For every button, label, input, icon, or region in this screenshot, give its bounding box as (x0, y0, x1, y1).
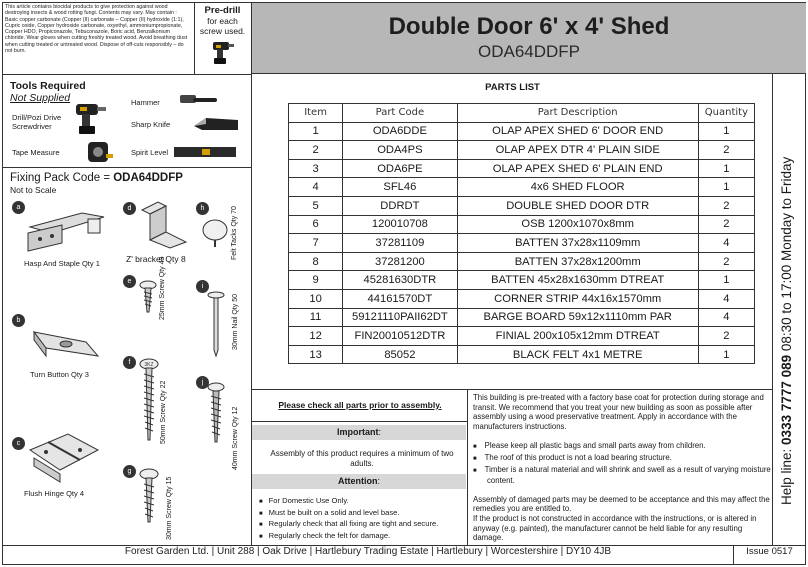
parts-row (289, 196, 755, 215)
part-item-number: 1 (289, 122, 343, 141)
helpline-number: 0333 7777 089 (779, 354, 794, 445)
part-item-number: 9 (289, 271, 343, 290)
part-quantity: 2 (698, 327, 754, 346)
item-label-g: 30mm Screw Qty 15 (166, 476, 173, 540)
part-quantity: 4 (698, 234, 754, 253)
part-code: 37281200 (343, 252, 457, 271)
tool-hammer-label: Hammer (131, 98, 160, 107)
screw-25mm-icon (138, 280, 158, 314)
predrill-text: for each screw used. (199, 16, 246, 36)
part-item-number: 4 (289, 178, 343, 197)
divider (3, 74, 251, 75)
part-item-number: 3 (289, 159, 343, 178)
part-quantity: 1 (698, 271, 754, 290)
screw-30mm-icon (138, 468, 160, 524)
fixing-pack-code: ODA64DDFP (113, 172, 183, 184)
safety-item: ■ The roof of this product is not a load bearing structure. (473, 453, 773, 465)
important-header (252, 425, 466, 440)
attention-header (252, 474, 466, 489)
tool-drill-label: Drill/Pozi Drive Screwdriver (12, 113, 62, 131)
helpline (779, 157, 794, 505)
part-description: CORNER STRIP 44x16x1570mm (457, 289, 698, 308)
company-address: Forest Garden Ltd. | Unit 288 | Oak Drive | Hartlebury Trading Estate | Hartlebury | Worcestershire | DY10 4JB (124, 546, 612, 557)
important-suffix: : (378, 427, 381, 437)
parts-row (289, 271, 755, 290)
part-quantity: 2 (698, 196, 754, 215)
item-badge-g: g (123, 465, 136, 478)
drill-icon (72, 100, 108, 136)
part-description: 4x6 SHED FLOOR (457, 178, 698, 197)
col-part-code: Part Code (343, 104, 457, 123)
safety-list (473, 441, 773, 485)
divider (251, 421, 467, 422)
check-parts-notice: Please check all parts prior to assembly. (278, 400, 442, 410)
parts-row (289, 159, 755, 178)
svg-text:3KZ: 3KZ (144, 362, 154, 368)
part-quantity: 1 (698, 122, 754, 141)
col-item: Item (289, 104, 343, 123)
part-code: ODA4PS (343, 141, 457, 160)
part-quantity: 4 (698, 289, 754, 308)
spirit-level-icon (172, 144, 238, 160)
divider (3, 167, 251, 168)
part-item-number: 7 (289, 234, 343, 253)
attention-item: ■ Regularly check that all fixing are tight and secure. (257, 519, 467, 531)
predrill-panel (194, 3, 250, 75)
parts-list-title: PARTS LIST (485, 82, 540, 93)
divider (251, 389, 772, 390)
part-item-number: 5 (289, 196, 343, 215)
part-quantity: 2 (698, 252, 754, 271)
fixing-pack-title (10, 172, 183, 184)
part-description: BATTEN 37x28x1109mm (457, 234, 698, 253)
part-quantity: 1 (698, 178, 754, 197)
safety-item: ■ Timber is a natural material and will shrink and swell as a result of varying moisture content. (473, 465, 773, 486)
product-code: ODA64DDFP (477, 42, 581, 61)
part-code: FIN20010512DTR (343, 327, 457, 346)
part-description: BATTEN 45x28x1630mm DTREAT (457, 271, 698, 290)
parts-header-row (289, 104, 755, 123)
part-quantity: 1 (698, 159, 754, 178)
part-description: DOUBLE SHED DOOR DTR (457, 196, 698, 215)
item-label-d: Z' bracket Qty 8 (126, 254, 186, 264)
important-text: Assembly of this product requires a minimum of two adults. (270, 449, 454, 468)
liability-note: If the product is not constructed in accordance with the instructions, or is altered in anyway (e.g. painted), the manufacturer cannot be held liable for any resulting damage. (473, 513, 757, 543)
parts-row (289, 122, 755, 141)
part-description: OLAP APEX DTR 4' PLAIN SIDE (457, 141, 698, 160)
part-description: BLACK FELT 4x1 METRE (457, 345, 698, 364)
safety-item: ■ Please keep all plastic bags and small parts away from children. (473, 441, 773, 453)
page-header (251, 3, 806, 74)
item-label-c: Flush Hinge Qty 4 (24, 489, 85, 498)
item-badge-c: c (12, 437, 25, 450)
parts-row (289, 345, 755, 364)
parts-row (289, 215, 755, 234)
item-badge-b: b (12, 314, 25, 327)
screw-40mm-icon (206, 382, 226, 444)
part-code: ODA6DDE (343, 122, 457, 141)
col-part-description: Part Description (457, 104, 698, 123)
item-badge-d: d (123, 202, 136, 215)
tool-tape-label: Tape Measure (12, 148, 60, 157)
damaged-parts-note: Assembly of damaged parts may be deemed to be acceptance and this may affect the remedies you are entitled to. (473, 494, 770, 514)
product-title: Double Door 6' x 4' Shed (388, 13, 670, 40)
part-item-number: 6 (289, 215, 343, 234)
flush-hinge-icon (24, 430, 104, 486)
item-label-b: Turn Button Qty 3 (30, 370, 89, 379)
col-quantity: Quantity (698, 104, 754, 123)
screw-50mm-icon (138, 358, 160, 442)
part-item-number: 12 (289, 327, 343, 346)
item-badge-j: j (196, 376, 209, 389)
tool-level-label: Spirit Level (131, 148, 169, 157)
tools-subtitle: Not Supplied (10, 92, 71, 104)
item-badge-f: f (123, 356, 136, 369)
drill-icon (211, 38, 235, 66)
parts-row (289, 178, 755, 197)
part-code: 45281630DTR (343, 271, 457, 290)
part-quantity: 4 (698, 308, 754, 327)
treatment-intro: This building is pre-treated with a factory base coat for protection during storage and transit. We recommend that you treat your new building as soon as possible after assembly using a wood preservative treatment. Apply in accordance with the manufacturers instructions. (473, 393, 764, 431)
part-item-number: 2 (289, 141, 343, 160)
part-quantity: 2 (698, 141, 754, 160)
item-badge-h: h (196, 202, 209, 215)
part-code: 85052 (343, 345, 457, 364)
tape-measure-icon (84, 140, 114, 164)
attention-suffix: : (377, 476, 380, 486)
fixing-pack-label: Fixing Pack Code = (10, 172, 114, 184)
attention-item: ■ Must be built on a solid and level base. (257, 508, 467, 520)
part-code: 59121110PAII62DT (343, 308, 457, 327)
part-quantity: 1 (698, 345, 754, 364)
turn-button-icon (30, 318, 102, 366)
felt-tack-icon (200, 218, 230, 248)
parts-row (289, 234, 755, 253)
knife-icon (192, 112, 240, 136)
z-bracket-icon (136, 200, 192, 250)
attention-item: ■ Regularly check the felt for damage. (257, 531, 467, 543)
biocide-warning: This article contains biocidal products to give protection against wood destroying insects & wood rotting fungi. Contents may vary. May contain : Basic copper carbonate (Copper (II) carbonate – Copper (II) hydroxide (1:1), Cupric oxide, Copper hydroxide carbonate, oxyethyl, ammoniumpropionate, Copper HDO, Propiconazole, Tebuconazole, Boric acid, Benzalkonium chloride. Wear gloves when cutting freshly treated wood. Avoid breathing dust when cutting treated or untreated wood. Dispose of off-cuts responsibly – do not burn. (5, 4, 188, 55)
item-label-f: 50mm Screw Qty 22 (160, 380, 167, 444)
attention-title: Attention (337, 476, 378, 486)
attention-item: ■ For Domestic Use Only. (257, 496, 467, 508)
predrill-title: Pre-drill (204, 5, 241, 16)
item-label-a: Hasp And Staple Qty 1 (24, 259, 100, 268)
attention-list (257, 496, 467, 542)
part-description: BATTEN 37x28x1200mm (457, 252, 698, 271)
part-code: 37281109 (343, 234, 457, 253)
parts-row (289, 252, 755, 271)
part-code: ODA6PE (343, 159, 457, 178)
part-item-number: 13 (289, 345, 343, 364)
part-item-number: 11 (289, 308, 343, 327)
important-title: Important (336, 427, 379, 437)
item-label-e: 25mm Screw Qty 43 (159, 256, 166, 320)
part-code: SFL46 (343, 178, 457, 197)
part-description: FINIAL 200x105x12mm DTREAT (457, 327, 698, 346)
parts-row (289, 289, 755, 308)
part-description: OLAP APEX SHED 6' DOOR END (457, 122, 698, 141)
helpline-hours: 08:30 to 17:00 Monday to Friday (779, 156, 794, 355)
tool-knife-label: Sharp Knife (131, 120, 171, 129)
item-badge-e: e (123, 275, 136, 288)
tools-title: Tools Required (10, 80, 86, 92)
helpline-prefix: Help line: (779, 444, 794, 505)
item-badge-a: a (12, 201, 25, 214)
nail-30mm-icon (206, 290, 226, 358)
parts-row (289, 327, 755, 346)
item-label-h: Felt Tacks Qty 70 (231, 206, 238, 260)
part-quantity: 2 (698, 215, 754, 234)
part-item-number: 8 (289, 252, 343, 271)
parts-table (288, 103, 755, 364)
parts-row (289, 141, 755, 160)
item-label-j: 40mm Screw Qty 12 (232, 406, 239, 470)
divider (467, 389, 468, 545)
part-description: BARGE BOARD 59x12x1110mm PAR (457, 308, 698, 327)
item-badge-i: i (196, 280, 209, 293)
part-description: OSB 1200x1070x8mm (457, 215, 698, 234)
issue-number: Issue 0517 (733, 546, 805, 565)
parts-row (289, 308, 755, 327)
hasp-staple-icon (22, 205, 112, 257)
part-code: DDRDT (343, 196, 457, 215)
treatment-info (473, 393, 773, 543)
not-to-scale: Not to Scale (10, 185, 57, 195)
part-code: 120010708 (343, 215, 457, 234)
part-item-number: 10 (289, 289, 343, 308)
part-code: 44161570DT (343, 289, 457, 308)
item-label-i: 30mm Nail Qty 50 (232, 293, 239, 350)
part-description: OLAP APEX SHED 6' PLAIN END (457, 159, 698, 178)
